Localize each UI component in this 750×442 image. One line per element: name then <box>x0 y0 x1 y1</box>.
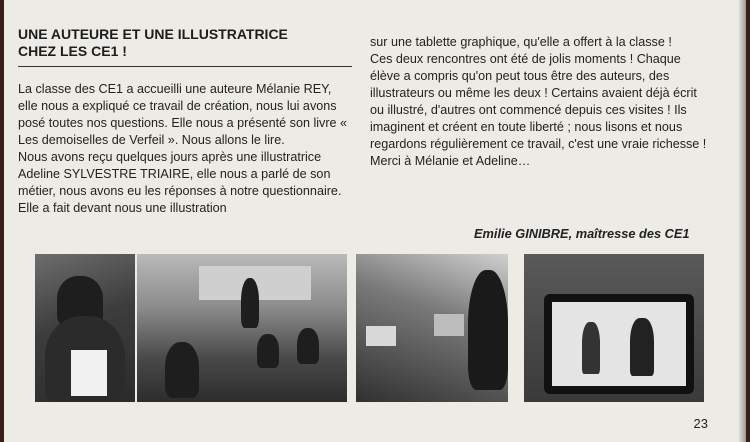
title-line-1: UNE AUTEURE ET UNE ILLUSTRATRICE <box>18 26 288 42</box>
paragraph-author: La classe des CE1 a accueilli une auteure Mélanie REY, elle nous a expliqué ce travail de création, nous lui avons posé toutes nos questions. Elle nous a présenté son livre « Les demoiselles de Verfeil ». Nous allons le lire. <box>18 82 348 147</box>
magazine-page <box>4 0 746 442</box>
page-edge-shadow <box>738 0 746 442</box>
paragraph-conclusion: Ces deux rencontres ont été de jolis moments ! Chaque élève a compris qu'on peut tous être des auteurs, des illustrateurs ou même les deux ! Certains avaient déjà écrit ou illustré, d'autres ont commencé depuis ces visites ! Ils imaginent et créent en toute liberté ; nous lisons et nous regardons régulièrement ce travail, c'est une vraie richesse ! Merci à Mélanie et Adeline… <box>370 52 707 168</box>
article-title <box>18 26 352 60</box>
tablet-screen <box>552 302 686 386</box>
illustrator-figure <box>468 270 508 390</box>
drawn-figure <box>582 322 600 374</box>
photo-author-with-book <box>35 254 135 402</box>
right-column <box>370 34 712 170</box>
title-divider <box>18 66 352 67</box>
paragraph-tablet: sur une tablette graphique, qu'elle a offert à la classe ! <box>370 35 672 49</box>
photo-drawing-on-tablet <box>356 254 508 402</box>
tablet-frame <box>544 294 694 394</box>
page-number: 23 <box>693 416 708 431</box>
photo-tablet-illustration <box>524 254 704 402</box>
photo-classroom <box>137 254 347 402</box>
signature: Emilie GINIBRE, maîtresse des CE1 <box>474 226 690 241</box>
drawn-figure <box>630 318 654 376</box>
student-figure <box>165 342 199 398</box>
left-column <box>18 26 352 217</box>
paragraph-illustrator: Nous avons reçu quelques jours après une illustratrice Adeline SYLVESTRE TRIAIRE, elle nous a parlé de son métier, nous avons eu les réponses à notre questionnaire. Elle a fait devant nous une illustration <box>18 150 342 215</box>
tablet-device <box>434 314 464 336</box>
teacher-figure <box>241 278 259 328</box>
title-line-2: CHEZ LES CE1 ! <box>18 43 127 59</box>
student-figure <box>297 328 319 364</box>
laptop-screen <box>366 326 396 346</box>
book-cover <box>71 350 107 396</box>
student-figure <box>257 334 279 368</box>
